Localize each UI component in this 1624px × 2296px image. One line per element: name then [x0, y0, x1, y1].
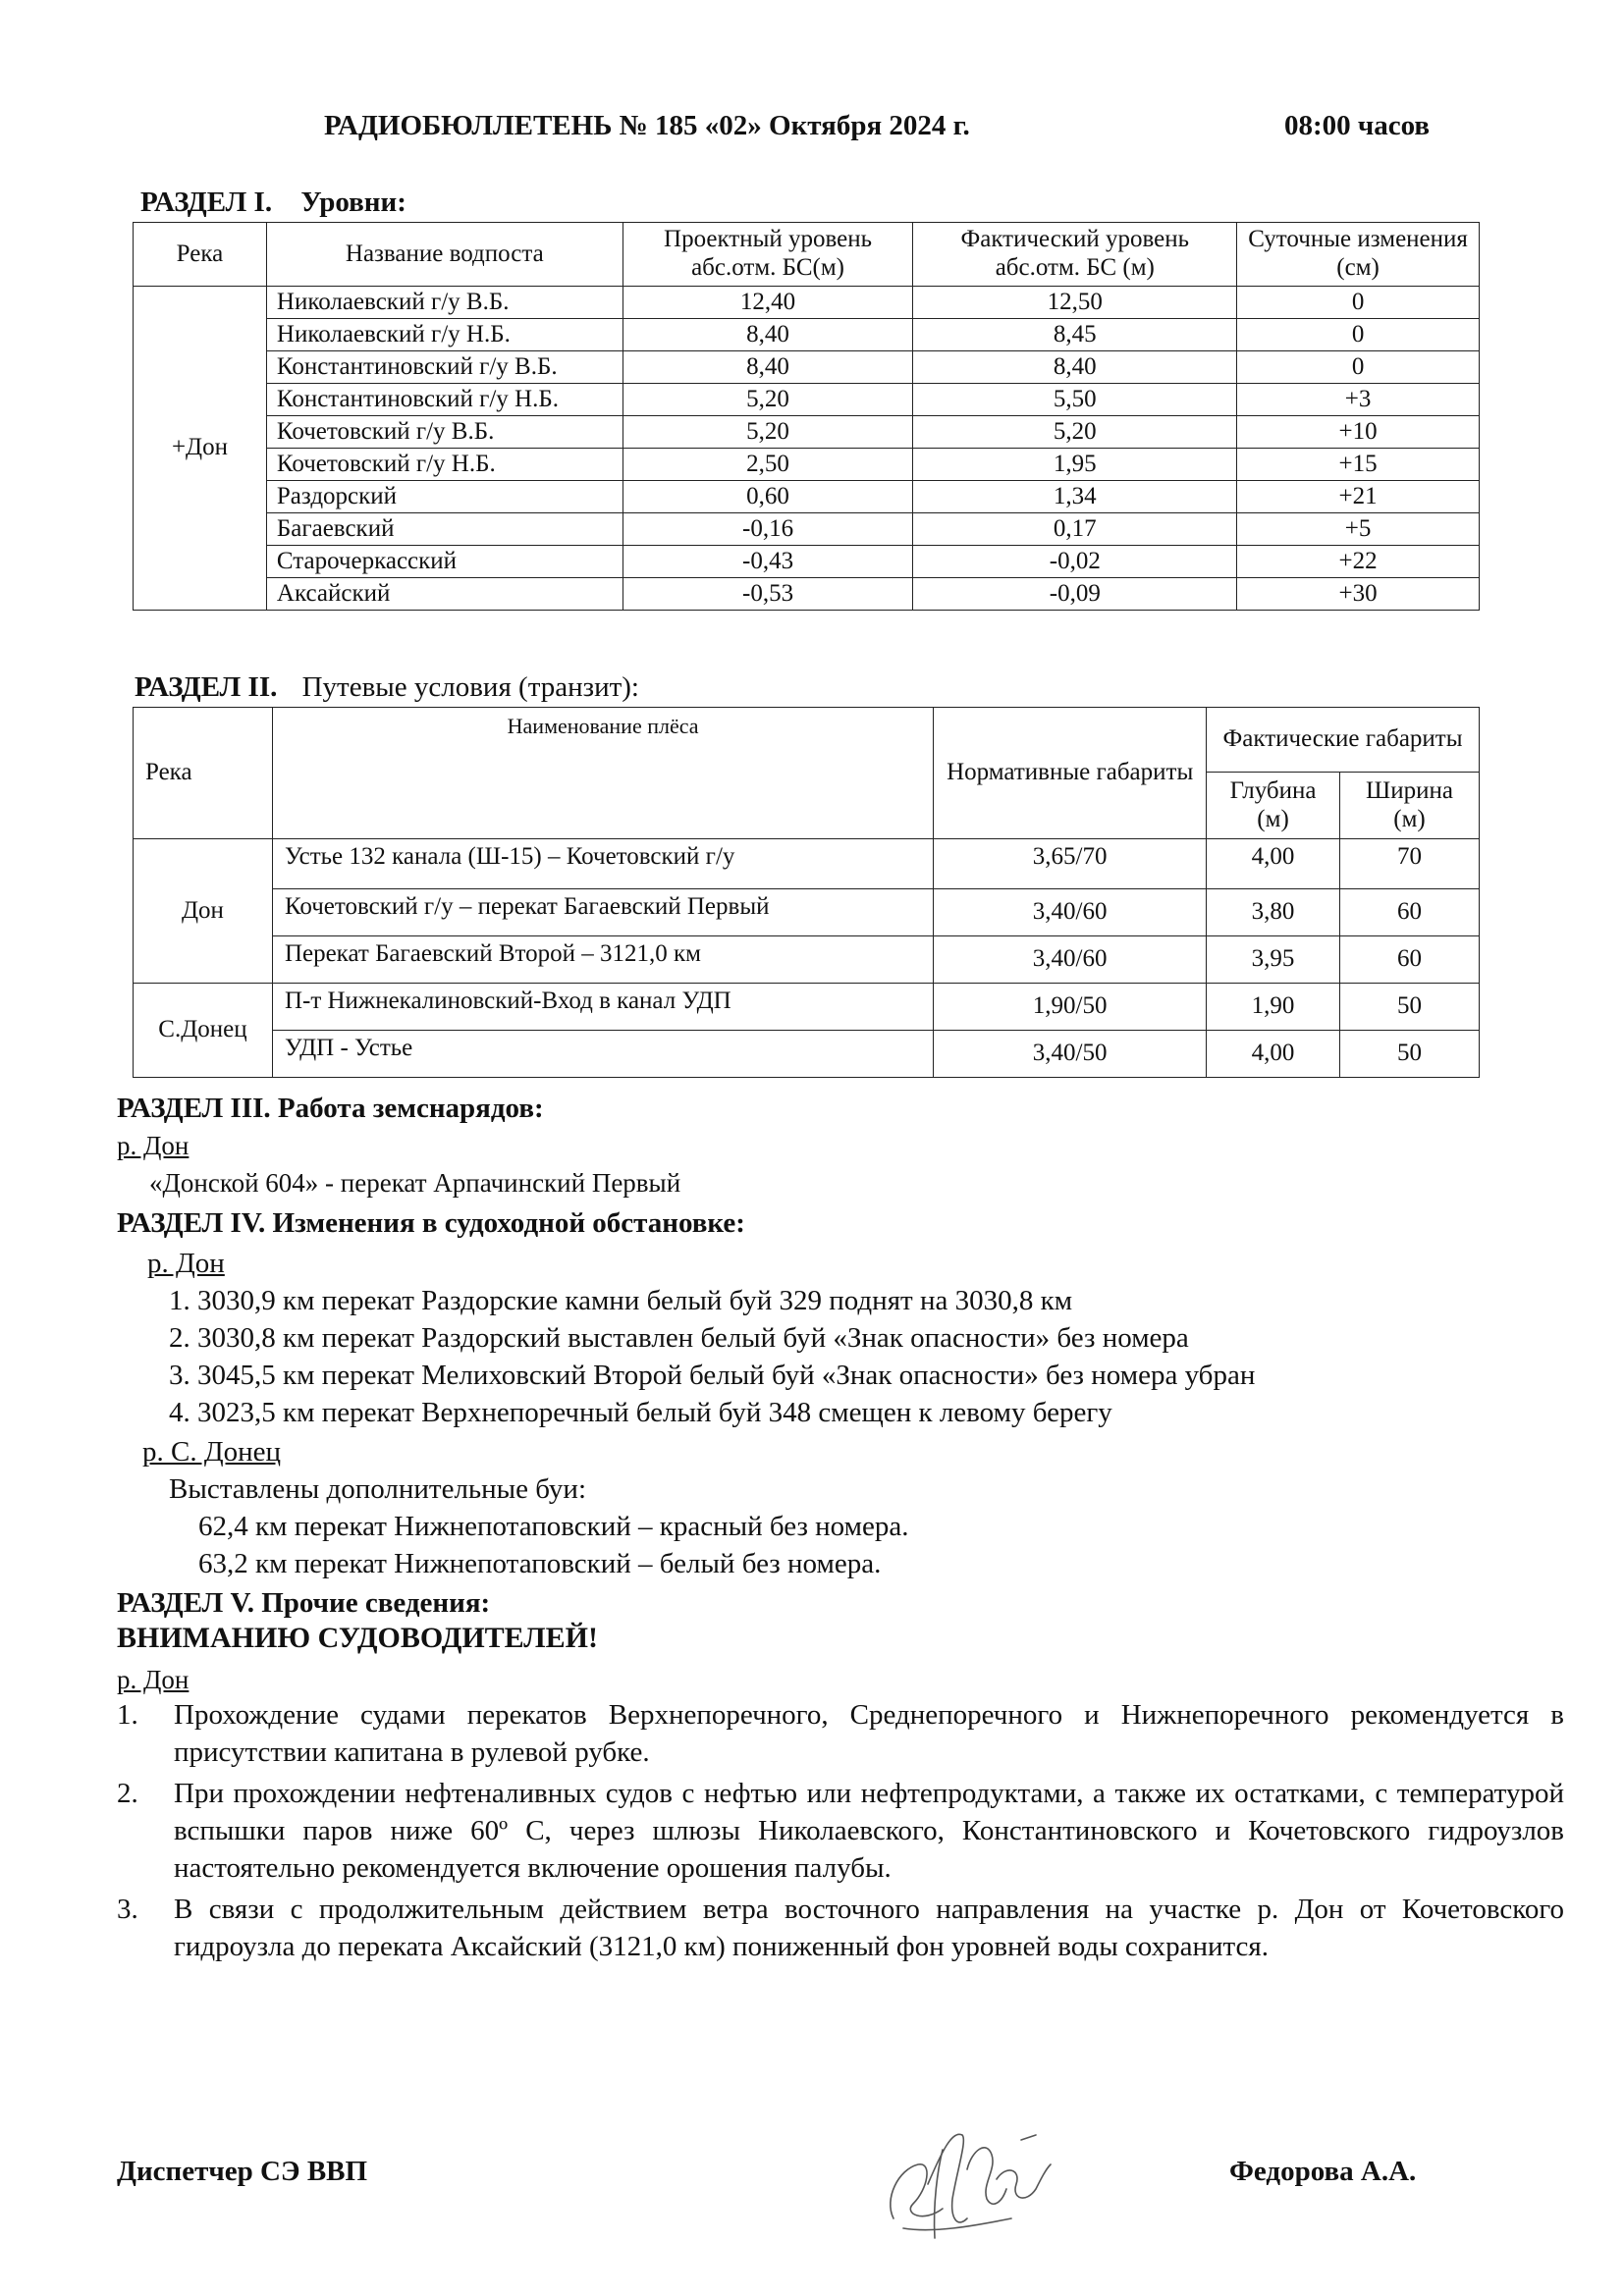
table-row	[134, 351, 1480, 384]
river-cell: Дон	[134, 839, 273, 984]
levels-table	[133, 222, 1480, 611]
actual-cell: 8,40	[913, 351, 1237, 384]
table-row	[134, 287, 1480, 319]
post-cell: Багаевский	[266, 513, 623, 546]
section3-item: «Донской 604» - перекат Арпачинский Первый	[149, 1168, 681, 1198]
section4-river-don: р. Дон	[147, 1248, 225, 1279]
change-cell: +5	[1237, 513, 1480, 546]
change-cell: 0	[1237, 319, 1480, 351]
section2-heading	[135, 671, 639, 704]
item-text: При прохождении нефтеналивных судов с нефтью или нефтепродуктами, а также их остатками, с температурой вспышки паров ниже 60º С, через шлюзы Николаевского, Константиновского и Кочетовского гидроузлов настоятельно рекомендуется включение орошения палубы.	[174, 1778, 1564, 1884]
section1-title: Уровни:	[300, 187, 406, 218]
reach-cell: УДП - Устье	[272, 1031, 933, 1078]
table-row	[134, 889, 1480, 936]
list-item: 3. 3045,5 км перекат Мелиховский Второй белый буй «Знак опасности» без номера убран	[169, 1360, 1256, 1391]
levels-table-header	[134, 223, 1480, 287]
post-cell: Аксайский	[266, 578, 623, 611]
route-table-header	[134, 708, 1480, 773]
col-reach: Наименование плёса	[272, 708, 933, 839]
table-row	[134, 319, 1480, 351]
col-post: Название водпоста	[266, 223, 623, 287]
design-cell: 2,50	[623, 449, 913, 481]
width-cell: 50	[1340, 984, 1480, 1031]
change-cell: +30	[1237, 578, 1480, 611]
river-cell: С.Донец	[134, 984, 273, 1078]
col-river: Река	[134, 223, 267, 287]
item-text: В связи с продолжительным действием ветра восточного направления на участке р. Дон от Кочетовского гидроузла до переката Аксайский (3121,0 км) пониженный фон уровней воды сохранится.	[174, 1894, 1564, 1962]
table-row	[134, 384, 1480, 416]
design-cell: -0,53	[623, 578, 913, 611]
col-normative: Нормативные габариты	[934, 708, 1207, 839]
list-item	[117, 1891, 1564, 1965]
post-cell: Старочеркасский	[266, 546, 623, 578]
list-item: 4. 3023,5 км перекат Верхнепоречный белый буй 348 смещен к левому берегу	[169, 1397, 1112, 1428]
section5-river: р. Дон	[117, 1665, 189, 1694]
section2-label: РАЗДЕЛ II.	[135, 671, 278, 703]
depth-cell: 3,95	[1207, 936, 1340, 984]
bulletin-title: РАДИОБЮЛЛЕТЕНЬ № 185 «02» Октября 2024 г.	[324, 110, 970, 141]
table-row	[134, 546, 1480, 578]
design-cell: 12,40	[623, 287, 913, 319]
section3-title: РАЗДЕЛ III. Работа земснарядов:	[117, 1093, 544, 1124]
table-row	[134, 839, 1480, 889]
col-actual: Фактические габариты	[1207, 708, 1480, 773]
change-cell: 0	[1237, 287, 1480, 319]
reach-cell: Кочетовский г/у – перекат Багаевский Первый	[272, 889, 933, 936]
depth-cell: 3,80	[1207, 889, 1340, 936]
width-cell: 60	[1340, 889, 1480, 936]
actual-cell: 8,45	[913, 319, 1237, 351]
section4-intro: Выставлены дополнительные буи:	[169, 1473, 587, 1505]
design-cell: 8,40	[623, 319, 913, 351]
post-cell: Раздорский	[266, 481, 623, 513]
width-cell: 50	[1340, 1031, 1480, 1078]
change-cell: +21	[1237, 481, 1480, 513]
depth-cell: 4,00	[1207, 1031, 1340, 1078]
normative-cell: 3,40/60	[934, 889, 1207, 936]
depth-cell: 4,00	[1207, 839, 1340, 889]
list-item	[117, 1696, 1564, 1771]
table-row	[134, 1031, 1480, 1078]
design-cell: 5,20	[623, 416, 913, 449]
col-river: Река	[134, 708, 273, 839]
item-text: Прохождение судами перекатов Верхнепоречного, Среднепоречного и Нижнепоречного рекомендуется в присутствии капитана в рулевой рубке.	[174, 1699, 1564, 1768]
table-row	[134, 578, 1480, 611]
bulletin-time: 08:00 часов	[1284, 110, 1431, 141]
width-cell: 70	[1340, 839, 1480, 889]
table-row	[134, 936, 1480, 984]
item-number: 1.	[117, 1699, 138, 1731]
actual-cell: 0,17	[913, 513, 1237, 546]
design-cell: -0,43	[623, 546, 913, 578]
post-cell: Константиновский г/у В.Б.	[266, 351, 623, 384]
col-daily-change: Суточные изменения (см)	[1237, 223, 1480, 287]
table-row	[134, 481, 1480, 513]
section1-heading	[140, 187, 406, 219]
list-item: 62,4 км перекат Нижнепотаповский – красный без номера.	[198, 1511, 909, 1542]
item-number: 2.	[117, 1778, 138, 1809]
change-cell: +15	[1237, 449, 1480, 481]
actual-cell: 5,50	[913, 384, 1237, 416]
actual-cell: 5,20	[913, 416, 1237, 449]
section4-river-donets: р. С. Донец	[142, 1436, 282, 1468]
list-item	[117, 1775, 1564, 1887]
section5-title: РАЗДЕЛ V. Прочие сведения:	[117, 1587, 491, 1619]
post-cell: Константиновский г/у Н.Б.	[266, 384, 623, 416]
section2-title: Путевые условия (транзит):	[301, 671, 639, 703]
post-cell: Кочетовский г/у В.Б.	[266, 416, 623, 449]
actual-cell: -0,02	[913, 546, 1237, 578]
table-row	[134, 416, 1480, 449]
dispatcher-name: Федорова А.А.	[1229, 2156, 1417, 2187]
design-cell: 5,20	[623, 384, 913, 416]
list-item: 63,2 км перекат Нижнепотаповский – белый без номера.	[198, 1548, 882, 1579]
actual-cell: 12,50	[913, 287, 1237, 319]
section1-label: РАЗДЕЛ I.	[140, 187, 273, 218]
depth-cell: 1,90	[1207, 984, 1340, 1031]
normative-cell: 3,40/50	[934, 1031, 1207, 1078]
col-design-level: Проектный уровень абс.отм. БС(м)	[623, 223, 913, 287]
list-item: 2. 3030,8 км перекат Раздорский выставлен белый буй «Знак опасности» без номера	[169, 1322, 1189, 1354]
change-cell: +3	[1237, 384, 1480, 416]
table-row	[134, 513, 1480, 546]
attention-heading: ВНИМАНИЮ СУДОВОДИТЕЛЕЙ!	[117, 1622, 598, 1654]
post-cell: Николаевский г/у Н.Б.	[266, 319, 623, 351]
dispatcher-title: Диспетчер СЭ ВВП	[117, 2156, 368, 2187]
post-cell: Николаевский г/у В.Б.	[266, 287, 623, 319]
table-row	[134, 984, 1480, 1031]
actual-cell: -0,09	[913, 578, 1237, 611]
reach-cell: Перекат Багаевский Второй – 3121,0 км	[272, 936, 933, 984]
normative-cell: 3,40/60	[934, 936, 1207, 984]
actual-cell: 1,34	[913, 481, 1237, 513]
section4-title: РАЗДЕЛ IV. Изменения в судоходной обстановке:	[117, 1207, 745, 1239]
design-cell: 8,40	[623, 351, 913, 384]
table-row	[134, 449, 1480, 481]
normative-cell: 1,90/50	[934, 984, 1207, 1031]
col-width: Ширина (м)	[1340, 773, 1480, 839]
design-cell: -0,16	[623, 513, 913, 546]
change-cell: +22	[1237, 546, 1480, 578]
river-cell: +Дон	[134, 287, 267, 611]
col-depth: Глубина (м)	[1207, 773, 1340, 839]
design-cell: 0,60	[623, 481, 913, 513]
col-actual-level: Фактический уровень абс.отм. БС (м)	[913, 223, 1237, 287]
post-cell: Кочетовский г/у Н.Б.	[266, 449, 623, 481]
route-table	[133, 707, 1480, 1078]
section3-river: р. Дон	[117, 1131, 189, 1160]
signature-image	[874, 2110, 1070, 2258]
actual-cell: 1,95	[913, 449, 1237, 481]
reach-cell: П-т Нижнекалиновский-Вход в канал УДП	[272, 984, 933, 1031]
item-number: 3.	[117, 1894, 138, 1925]
normative-cell: 3,65/70	[934, 839, 1207, 889]
change-cell: 0	[1237, 351, 1480, 384]
reach-cell: Устье 132 канала (Ш-15) – Кочетовский г/у	[272, 839, 933, 889]
list-item: 1. 3030,9 км перекат Раздорские камни белый буй 329 поднят на 3030,8 км	[169, 1285, 1073, 1316]
width-cell: 60	[1340, 936, 1480, 984]
change-cell: +10	[1237, 416, 1480, 449]
